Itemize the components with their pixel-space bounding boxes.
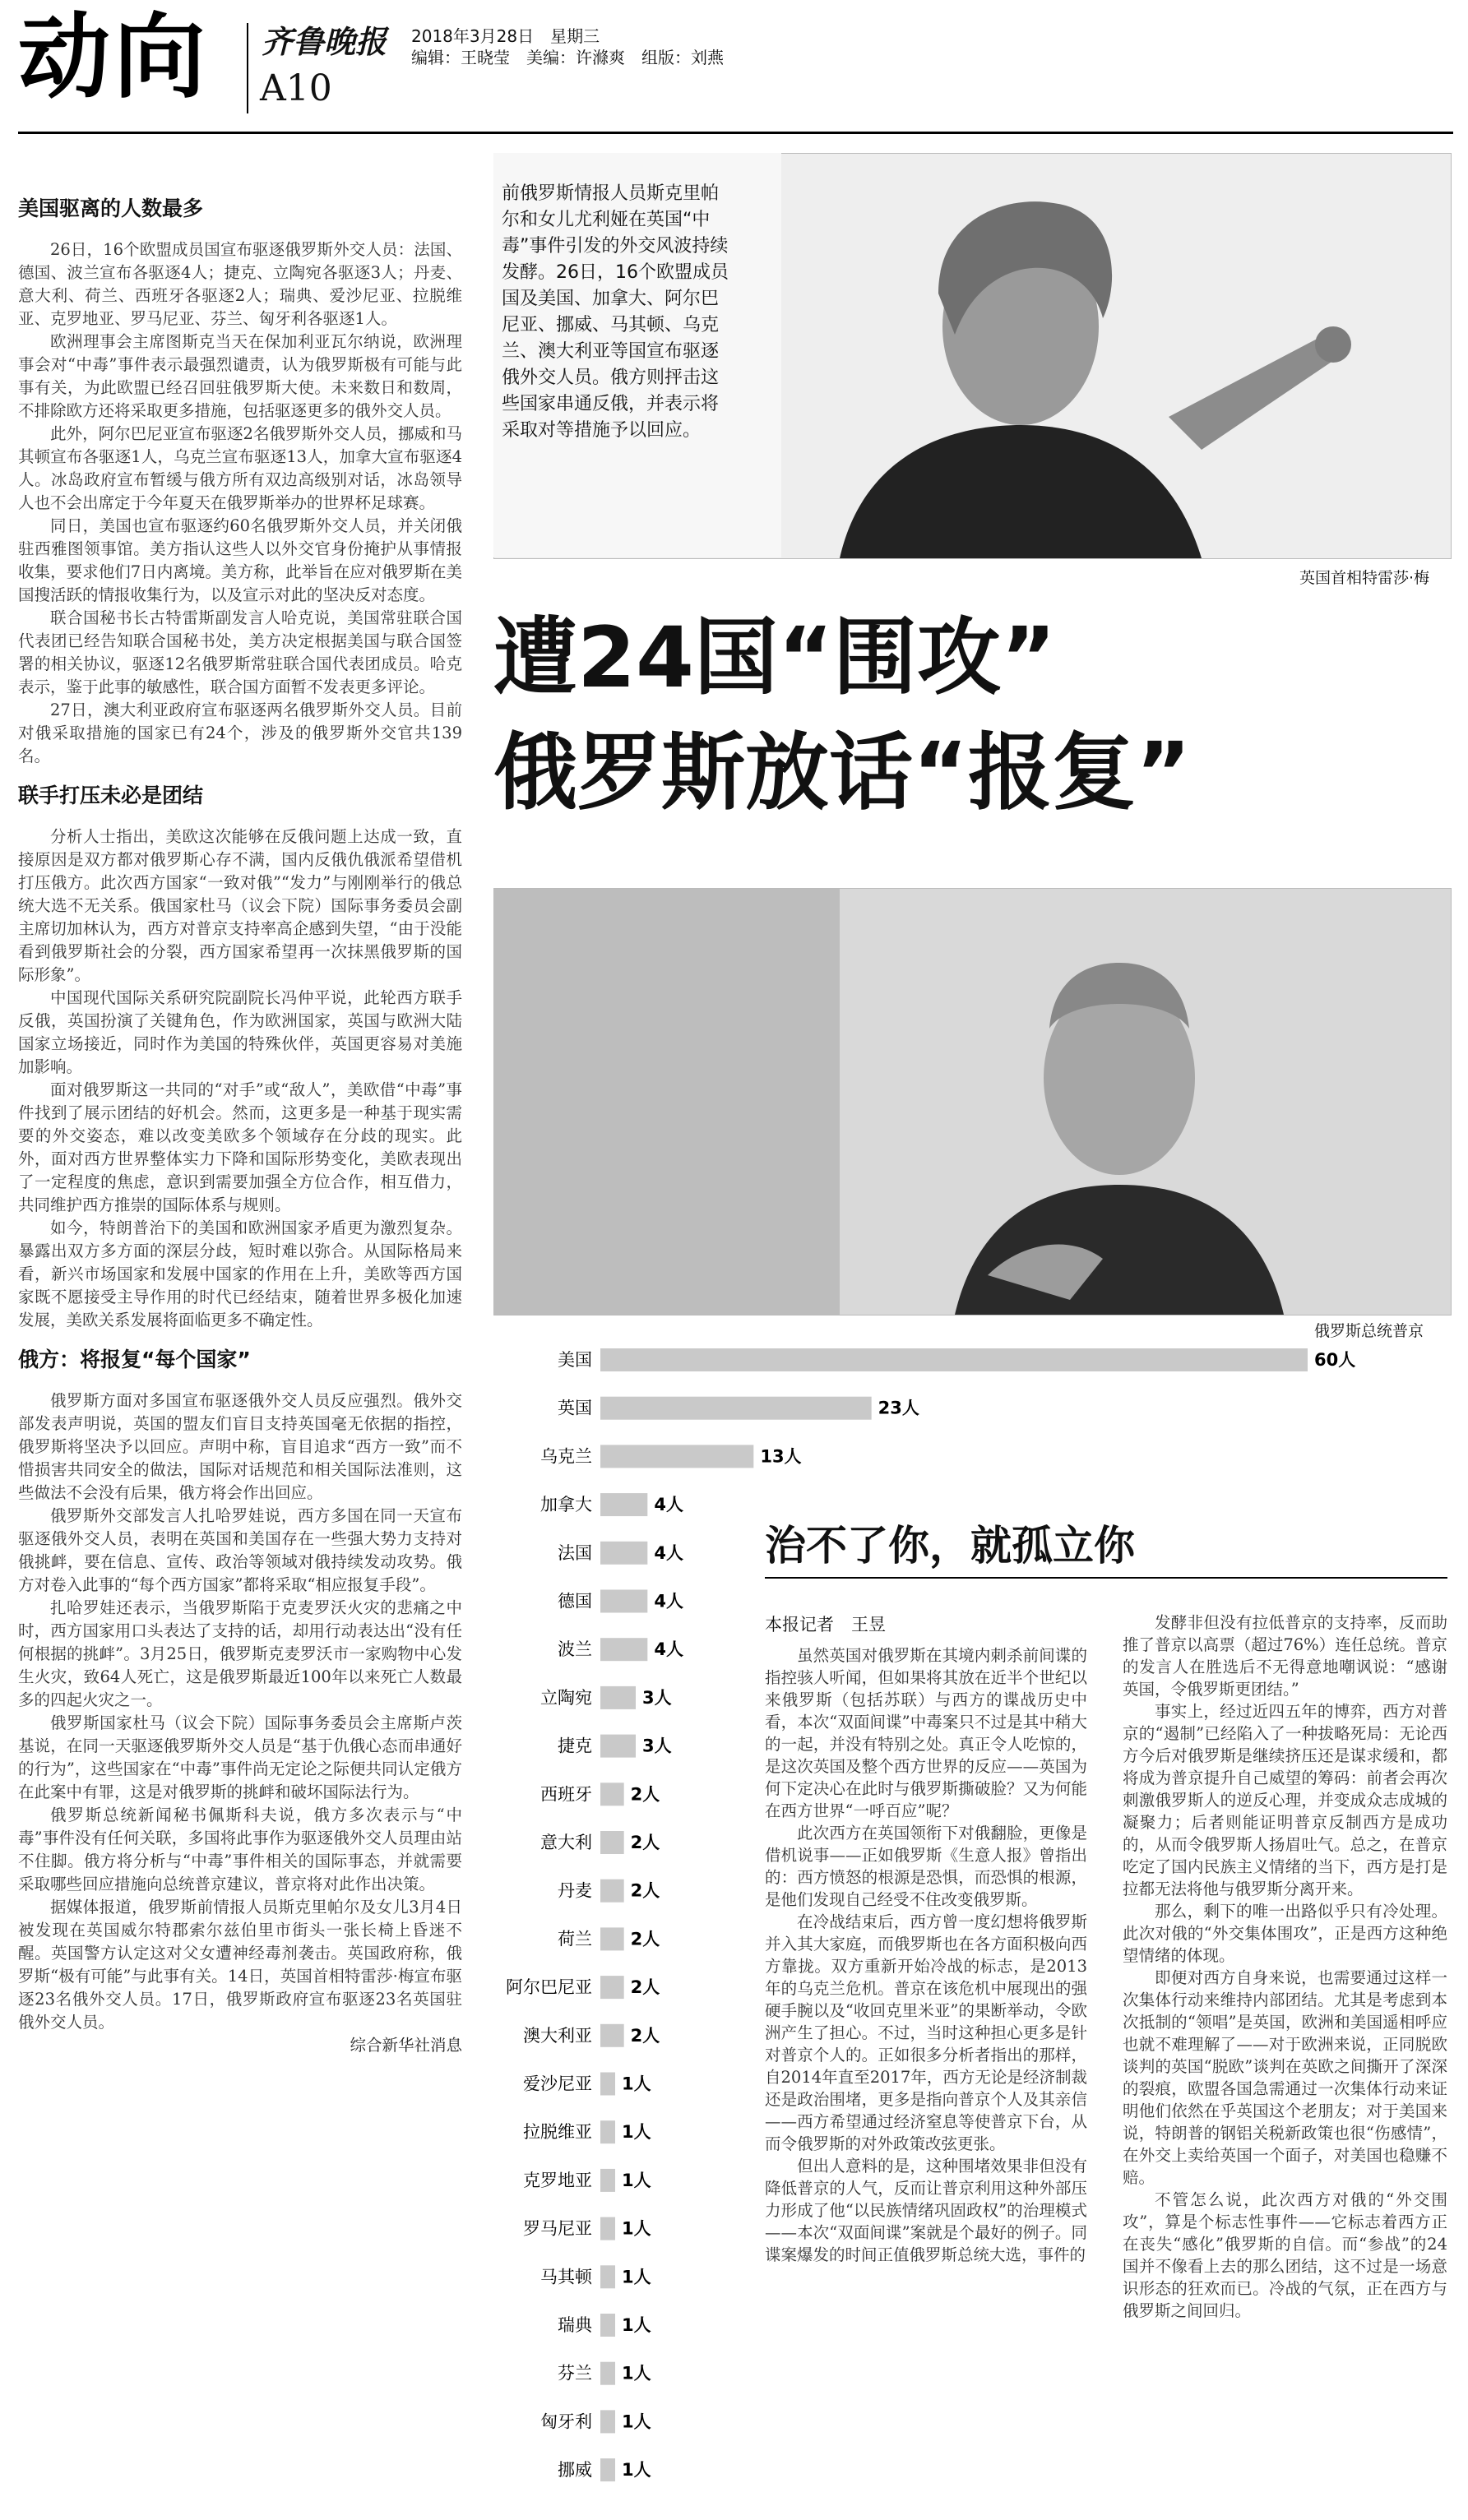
bar: [600, 2314, 615, 2337]
bar: [600, 1590, 647, 1613]
source-credit: 综合新华社消息: [350, 2036, 462, 2055]
value-label: 23人: [878, 1398, 919, 1418]
paragraph: 中国现代国际关系研究院副院长冯仲平说，此轮西方联手反俄，英国扮演了关键角色，作为欧洲国家，英国与欧洲大陆国家立场接近，同时作为美国的特殊伙伴，英国更容易对美施加影响。: [18, 988, 462, 1076]
paragraph: 26日，16个欧盟成员国宣布驱逐俄罗斯外交人员：法国、德国、波兰宣布各驱逐4人；捷克、立陶宛各驱逐3人；丹麦、意大利、荷兰、西班牙各驱逐2人；瑞典、爱沙尼亚、拉脱维亚、克罗地亚、罗马尼亚、芬兰、匈牙利各驱逐1人。: [18, 240, 462, 328]
paragraph: 据媒体报道，俄罗斯前情报人员斯克里帕尔及女儿3月4日被发现在英国威尔特郡索尔兹伯里市街头一张长椅上昏迷不醒。英国警方认定这对父女遭神经毒剂袭击。英国政府称，俄罗斯“极有可能”与此事有关。14日，英国首相特雷莎·梅宣布驱逐23名俄外交人员。17日，俄罗斯政府宣布驱逐23名英国驻俄外交人员。: [18, 1898, 462, 2032]
category-label: 芬兰: [558, 2363, 592, 2384]
bar: [600, 1782, 624, 1806]
value-label: 13人: [760, 1446, 802, 1467]
paragraph: 如今，特朗普治下的美国和欧洲国家矛盾更为激烈复杂。暴露出双方多方面的深层分歧，短时难以弥合。从国际格局来看，新兴市场国家和发展中国家的作用在上升，美欧等西方国家既不愿接受主导作用的时代已经结束，随着世界多极化加速发展，美欧关系发展将面临更多不确定性。: [18, 1218, 462, 1329]
putin-photo: [493, 888, 1452, 1315]
value-label: 2人: [630, 1977, 660, 1998]
bar: [600, 1735, 636, 1758]
section-2-body: [18, 825, 462, 1332]
paper-logo: 齐鲁晚报: [262, 23, 387, 60]
bar: [600, 2410, 615, 2433]
paragraph: 事实上，经过近四五年的博弈，西方对普京的“遏制”已经陷入了一种拔略死局：无论西方今后对俄罗斯是继续挤压还是谋求缓和，都将成为普京提升自己威望的筹码：前者会再次刺激俄罗斯人的逆反心理，并变成众志成城的凝聚力；后者则能证明普京反制西方是成功的，从而令俄罗斯人扬眉吐气。总之，在普京吃定了国内民族主义情绪的当下，西方是打是拉都无法将他与俄罗斯分离开来。: [1123, 1702, 1447, 1898]
bar: [600, 1831, 624, 1854]
bar: [600, 1542, 647, 1565]
bar: [600, 1927, 624, 1950]
subheading-2: 联手打压未必是团结: [18, 784, 204, 807]
masthead-divider: [247, 23, 248, 113]
paragraph: 同日，美国也宣布驱逐约60名俄罗斯外交人员，并关闭俄驻西雅图领事馆。美方指认这些人以外交官身份掩护从事情报收集，要求他们7日内离境。美方称，此举旨在应对俄罗斯在美国搜活跃的情报收集行为，以及宣示对此的坚决反对态度。: [18, 516, 462, 604]
bar: [600, 1638, 647, 1661]
value-label: 2人: [630, 1880, 660, 1901]
category-label: 西班牙: [540, 1784, 592, 1805]
paragraph: 俄罗斯总统新闻秘书佩斯科夫说，俄方多次表示与“中毒”事件没有任何关联，多国将此事作为驱逐俄外交人员理由站不住脚。俄方将分析与“中毒”事件相关的国际事态，并就需要采取哪些回应措施向总统普京建议，普京将对此作出决策。: [18, 1806, 462, 1893]
photo-caption: 前俄罗斯情报人员斯克里帕尔和女儿尤利娅在英国“中毒”事件引发的外交风波持续发酵。26日，16个欧盟成员国及美国、加拿大、阿尔巴尼亚、挪威、马其顿、乌克兰、澳大利亚等国宣布驱逐俄外交人员。俄方则抨击这些国家串通反俄，并表示将采取对等措施予以回应。: [502, 183, 729, 441]
value-label: 2人: [630, 1833, 660, 1852]
section-title: 动向: [18, 3, 209, 111]
category-label: 乌克兰: [540, 1446, 592, 1467]
headline-line-1: 遭24国“围攻”: [493, 609, 1057, 707]
value-label: 2人: [630, 1929, 660, 1949]
value-label: 3人: [642, 1687, 672, 1708]
value-label: 4人: [654, 1495, 683, 1515]
byline: 本报记者 王昱: [765, 1615, 886, 1635]
category-label: 匈牙利: [540, 2411, 592, 2432]
editor-credits: 编辑：王晓莹 美编：许滌爽 组版：刘燕: [411, 48, 724, 67]
value-label: 1人: [622, 2267, 651, 2287]
paragraph: 分析人士指出，美欧这次能够在反俄问题上达成一致，直接原因是双方都对俄罗斯心存不满，国内反俄仇俄派希望借机打压俄方。此次西方国家“一致对俄”“发力”与刚刚举行的俄总统大选不无关系。俄国家杜马（议会下院）国际事务委员会副主席切加林认为，西方对普京支持率高企感到失望，“由于没能看到俄罗斯社会的分裂，西方国家希望再一次抹黑俄罗斯的国际形象”。: [18, 827, 462, 984]
putin-photo-label: 俄罗斯总统普京: [1314, 1322, 1424, 1340]
paragraph: 俄罗斯方面对多国宣布驱逐俄外交人员反应强烈。俄外交部发表声明说，英国的盟友们盲目支持英国毫无依据的指控，俄罗斯将坚决予以回应。声明中称，盲目追求“西方一致”而不惜损害共同安全的做法，国际对话规范和相关国际法准则，这些做法不会没有后果，俄方将会作出回应。: [18, 1391, 462, 1502]
paragraph: 联合国秘书长古特雷斯副发言人哈克说，美国常驻联合国代表团已经告知联合国秘书处，美方决定根据美国与联合国签署的相关协议，驱逐12名俄罗斯常驻联合国代表团成员。哈克表示，鉴于此事的敏感性，联合国方面暂不发表更多评论。: [18, 608, 462, 696]
subheading-3: 俄方：将报复“每个国家”: [18, 1348, 251, 1371]
value-label: 1人: [622, 2218, 651, 2239]
bar: [600, 2120, 615, 2143]
bar: [600, 2169, 615, 2192]
category-label: 罗马尼亚: [523, 2218, 592, 2239]
paragraph: 扎哈罗娃还表示，当俄罗斯陷于克麦罗沃火灾的悲痛之中时，西方国家用口头表达了支持的话，却用行动表达出“没有任何根据的挑衅”。3月25日，俄罗斯克麦罗沃市一家购物中心发生火灾，致64人死亡，这是俄罗斯最近100年以来死亡人数最多的四起火灾之一。: [18, 1598, 462, 1709]
value-label: 1人: [622, 2122, 651, 2143]
subheading-1: 美国驱离的人数最多: [18, 197, 204, 220]
category-label: 美国: [558, 1350, 592, 1370]
article-column-1: [765, 1644, 1087, 2266]
headline-line-2: 俄罗斯放话“报复”: [493, 724, 1192, 822]
category-label: 挪威: [558, 2460, 592, 2481]
category-label: 爱沙尼亚: [523, 2074, 592, 2094]
paragraph: 俄罗斯外交部发言人扎哈罗娃说，西方多国在同一天宣布驱逐俄外交人员，表明在英国和美国存在一些强大势力支持对俄挑衅，要在信息、宣传、政治等领域对俄持续发动攻势。俄方对卷入此事的“每个西方国家”都将采取“相应报复手段”。: [18, 1506, 462, 1594]
paragraph: 虽然英国对俄罗斯在其境内刺杀前间谍的指控骇人听闻，但如果将其放在近半个世纪以来俄罗斯（包括苏联）与西方的谍战历史中看，本次“双面间谍”中毒案只不过是其中稍大的一起，并没有特别之处。真正令人吃惊的，是这次英国及整个西方世界的反应——英国为何下定决心在此时与俄罗斯撕破脸？又为何能在西方世界“一呼百应”呢？: [765, 1646, 1087, 1820]
article-title-rule: [765, 1577, 1447, 1579]
value-label: 1人: [622, 2170, 651, 2190]
bar: [600, 2024, 624, 2047]
paragraph: 此外，阿尔巴尼亚宣布驱逐2名俄罗斯外交人员，挪威和马其顿宣布各驱逐1人，乌克兰宣布驱逐13人，加拿大宣布驱逐4人。冰岛政府宣布暂缓与俄方所有双边高级别对话，冰岛领导人也不会出席定于今年夏天在俄罗斯举办的世界杯足球赛。: [18, 424, 462, 512]
bar: [600, 1348, 1308, 1371]
value-label: 3人: [642, 1736, 672, 1756]
paragraph: 那么，剩下的唯一出路似乎只有冷处理。此次对俄的“外交集体围攻”，正是西方这种绝望情绪的体现。: [1123, 1902, 1447, 1965]
section-1-body: [18, 238, 462, 768]
category-label: 阿尔巴尼亚: [506, 1977, 592, 1998]
article-column-2: [1123, 1611, 1447, 2322]
paragraph: 不管怎么说，此次西方对俄的“外交围攻”，算是个标志性事件——它标志着西方正在丧失“感化”俄罗斯的自信。而“参战”的24国并不像看上去的那么团结，这不过是一场意识形态的狂欢而已。冷战的气氛，正在西方与俄罗斯之间回归。: [1123, 2190, 1447, 2320]
bar: [600, 2265, 615, 2288]
category-label: 德国: [558, 1591, 592, 1611]
bar: [600, 1976, 624, 1999]
paragraph: 欧洲理事会主席图斯克当天在保加利亚瓦尔纳说，欧洲理事会对“中毒”事件表示最强烈谴责，认为俄罗斯极有可能与此事有关，为此欧盟已经召回驻俄罗斯大使。未来数日和数周，不排除欧方还将采取更多措施，包括驱逐更多的俄外交人员。: [18, 332, 462, 420]
bar: [600, 2362, 615, 2385]
category-label: 克罗地亚: [523, 2170, 592, 2190]
bar: [600, 2073, 615, 2096]
article-title: 治不了你，就孤立你: [765, 1522, 1135, 1570]
paragraph: 俄罗斯国家杜马（议会下院）国际事务委员会主席斯卢茨基说，在同一天驱逐俄罗斯外交人员是“基于仇俄心态而串通好的行为”，这些国家在“中毒”事件尚无定论之际便共同认定俄方在此案中有罪，这是对俄罗斯的挑衅和破坏国际法行为。: [18, 1713, 462, 1801]
value-label: 2人: [630, 1784, 660, 1805]
paragraph: 发酵非但没有拉低普京的支持率，反而助推了普京以高票（超过76%）连任总统。普京的发言人在胜选后不无得意地嘲讽说：“感谢英国，令俄罗斯更团结。”: [1123, 1613, 1447, 1699]
category-label: 法国: [558, 1542, 592, 1563]
value-label: 4人: [654, 1591, 683, 1611]
page-number: A10: [260, 67, 332, 109]
category-label: 丹麦: [558, 1880, 592, 1901]
value-label: 4人: [654, 1542, 683, 1563]
category-label: 澳大利亚: [523, 2025, 592, 2046]
paragraph: 在冷战结束后，西方曾一度幻想将俄罗斯并入其大家庭，而俄罗斯也在各方面积极向西方靠拢。双方重新开始冷战的标志，是2013年的乌克兰危机。普京在该危机中展现出的强硬手腕以及“收回克里米亚”的果断举动，令欧洲产生了担心。不过，当时这种担心更多是针对普京个人的。正如很多分析者指出的那样，自2014年直至2017年，西方无论是经济制裁还是政治围堵，更多是指向普京个人及其亲信——西方希望通过经济窒息等使普京下台，从而令俄罗斯的对外政策改弦更张。: [765, 1912, 1087, 2153]
bar: [600, 2458, 615, 2481]
paragraph: 此次西方在英国领衔下对俄翻脸，更像是借机说事——正如俄罗斯《生意人报》曾指出的：西方愤怒的根源是恐惧，而恐惧的根源，是他们发现自己经受不住改变俄罗斯。: [765, 1824, 1087, 1909]
value-label: 1人: [622, 2315, 651, 2335]
value-label: 1人: [622, 2363, 651, 2384]
masthead-rule: [18, 132, 1453, 134]
category-label: 加拿大: [540, 1495, 592, 1515]
value-label: 1人: [622, 2460, 651, 2481]
value-label: 1人: [622, 2411, 651, 2432]
category-label: 荷兰: [558, 1929, 592, 1949]
category-label: 瑞典: [558, 2315, 592, 2335]
value-label: 60人: [1314, 1350, 1356, 1370]
paragraph: 27日，澳大利亚政府宣布驱逐两名俄罗斯外交人员。目前对俄采取措施的国家已有24个，涉及的俄罗斯外交官共139名。: [18, 701, 462, 765]
bar: [600, 1880, 624, 1903]
paragraph: 即便对西方自身来说，也需要通过这样一次集体行动来维持内部团结。尤其是考虑到本次抵制的“领唱”是英国，欧洲和美国遥相呼应也就不难理解了——对于欧洲来说，正同脱欧谈判的英国“脱欧”谈判在英欧之间撕开了深深的裂痕，欧盟各国急需通过一次集体行动来证明他们依然在乎英国这个老朋友；对于美国来说，特朗普的钢铝关税新政策也很“伤感情”，在外交上卖给英国一个面子，对美国也稳赚不赔。: [1123, 1968, 1447, 2187]
section-3-body: [18, 1389, 462, 2034]
category-label: 立陶宛: [540, 1687, 592, 1708]
category-label: 英国: [558, 1398, 592, 1418]
category-label: 波兰: [558, 1639, 592, 1660]
left-column: [18, 181, 462, 2057]
bar: [600, 1686, 636, 1709]
paragraph: 面对俄罗斯这一共同的“对手”或“敌人”，美欧借“中毒”事件找到了展示团结的好机会。然而，这更多是一种基于现实需要的外交姿态，难以改变美欧多个领域存在分歧的现实。此外，面对西方世界整体实力下降和国际形势变化，美欧表现出了一定程度的焦虑，意识到需要加强全方位合作，相互借力，共同维护西方推崇的国际体系与规则。: [18, 1080, 462, 1214]
category-label: 意大利: [540, 1833, 592, 1852]
category-label: 拉脱维亚: [523, 2122, 592, 2143]
bar: [600, 1493, 647, 1516]
value-label: 1人: [622, 2074, 651, 2094]
bar: [600, 1445, 753, 1468]
bar: [600, 1397, 872, 1420]
value-label: 2人: [630, 2025, 660, 2046]
issue-date: 2018年3月28日 星期三: [411, 26, 600, 46]
category-label: 捷克: [558, 1736, 592, 1756]
may-photo-label: 英国首相特雷莎·梅: [1299, 569, 1430, 587]
putin-photo-illustration: [494, 889, 1451, 1315]
category-label: 马其顿: [540, 2267, 592, 2287]
value-label: 4人: [654, 1639, 683, 1660]
bar: [600, 2217, 615, 2240]
paragraph: 但出人意料的是，这种围堵效果非但没有降低普京的人气，反而让普京利用这种外部压力形成了他“以民族情绪巩固政权”的治理模式——本次“双面间谍”案就是个最好的例子。同谍案爆发的时间正值俄罗斯总统大选，事件的: [765, 2157, 1087, 2264]
